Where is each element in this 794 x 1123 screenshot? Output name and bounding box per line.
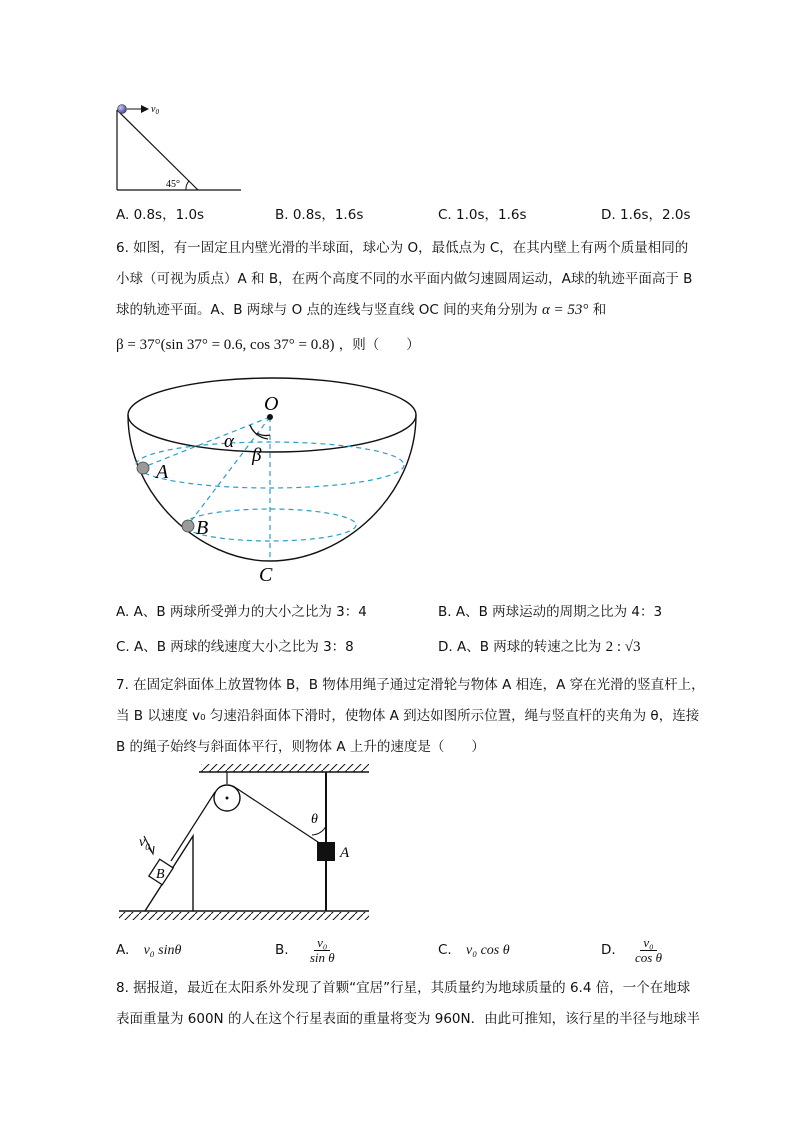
q7-option-b-num: v₀ [314,936,330,951]
q6-line-3-tail: 和 [592,302,607,318]
q5-option-d[interactable]: D. 1.6s，2.0s [601,207,691,223]
q6-option-b[interactable]: B. A、B 两球运动的周期之比为 4：3 [438,604,663,620]
q5-option-b[interactable]: B. 0.8s，1.6s [275,207,364,223]
q7-option-b-frac [307,936,338,965]
q7-option-d-frac [632,936,665,965]
q6-line-1: 6. 如图，有一固定且内壁光滑的半球面，球心为 O，最低点为 C，在其内壁上有两个质量相同的 [116,240,689,256]
q6-label-a: A [156,461,169,483]
q6-figure [120,375,425,585]
q6-option-c[interactable]: C. A、B 两球的线速度大小之比为 3：8 [116,639,354,655]
q7-option-a-prefix: A. [116,942,130,958]
q5-angle-label: 45° [166,179,180,190]
q5-figure [110,98,250,198]
q7-option-d-num: v₀ [640,936,656,951]
q6-label-o: O [264,393,279,415]
q6-line-2: 小球（可视为质点）A 和 B，在两个高度不同的水平面内做匀速圆周运动，A球的轨迹平面高于 B [116,271,693,287]
q7-theta-arc [312,826,326,835]
q7-label-v0: $v_0$ [139,835,150,852]
q5-incline [117,110,198,190]
q6-label-b: B [196,517,209,539]
q7-line-1: 7. 在固定斜面体上放置物体 B，B 物体用绳子通过定滑轮与物体 A 相连，A 穿在光滑的竖直杆上， [116,677,705,693]
q7-line-3: B 的绳子始终与斜面体平行，则物体 A 上升的速度是（ ） [116,739,485,755]
q5-v-label: $v_0$ [151,104,159,116]
q7-ground-hatch [119,912,369,920]
q8-line-2: 表面重量为 600N 的人在这个行星表面的重量将变为 960N．由此可推知，该行星的半径与地球半 [116,1011,701,1027]
q6-ball-a [137,462,149,474]
q7-pulley-axle [226,797,229,800]
q7-option-d[interactable] [601,933,665,967]
q6-beta-eq: β = 37°(sin 37° = 0.6, cos 37° = 0.8) [116,337,335,353]
q7-line-2: 当 B 以速度 v₀ 匀速沿斜面体下滑时，使物体 A 到达如图所示位置，绳与竖直杆的夹角为 θ，连接 [116,708,700,724]
q6-option-a[interactable]: A. A、B 两球所受弹力的大小之比为 3：4 [116,604,367,620]
q6-line-o-rim [130,419,270,423]
q5-option-c[interactable]: C. 1.0s，1.6s [438,207,527,223]
q7-ceiling-hatch [201,764,369,772]
q7-option-a-expr: v₀ sinθ [143,943,182,958]
q7-option-c[interactable] [438,940,510,961]
q7-option-b-den: sin θ [309,949,335,965]
q6-line-4 [116,335,420,355]
q6-line-4-tail: ，则（ ） [338,337,420,353]
q7-option-d-den: cos θ [634,949,662,965]
q6-label-alpha: α [224,431,234,452]
q7-option-b[interactable] [275,933,338,967]
q6-label-beta: β [252,445,262,466]
q7-label-a: A [340,845,350,861]
q7-block-a [317,842,335,861]
q7-rope-a [233,786,321,844]
q7-option-b-prefix: B. [275,942,289,958]
q7-label-b: B [156,867,165,882]
q7-option-a[interactable] [116,940,181,961]
q7-label-theta: θ [311,812,318,827]
q6-option-d[interactable] [438,637,640,657]
q6-option-d-math: 2 : √3 [605,639,641,655]
q6-line-3 [116,300,606,320]
q5-ball [118,105,127,114]
q6-ball-b [182,520,194,532]
q7-option-c-prefix: C. [438,942,452,958]
q6-line-3-text: 球的轨迹平面。A、B 两球与 O 点的连线与竖直线 OC 间的夹角分别为 [116,302,538,318]
q7-figure [115,762,375,927]
q8-line-1: 8. 据报道，最近在太阳系外发现了首颗“宜居”行星，其质量约为地球质量的 6.4 倍，一个在地球 [116,980,691,996]
q5-option-a[interactable]: A. 0.8s，1.0s [116,207,205,223]
q6-option-d-text: D. A、B 两球的转速之比为 [438,639,602,655]
q5-angle-arc [186,181,189,190]
q7-option-d-prefix: D. [601,942,616,958]
q7-option-c-expr: v₀ cos θ [466,943,510,958]
q6-label-c: C [259,564,273,585]
q6-alpha-eq: α = 53° [541,302,589,318]
